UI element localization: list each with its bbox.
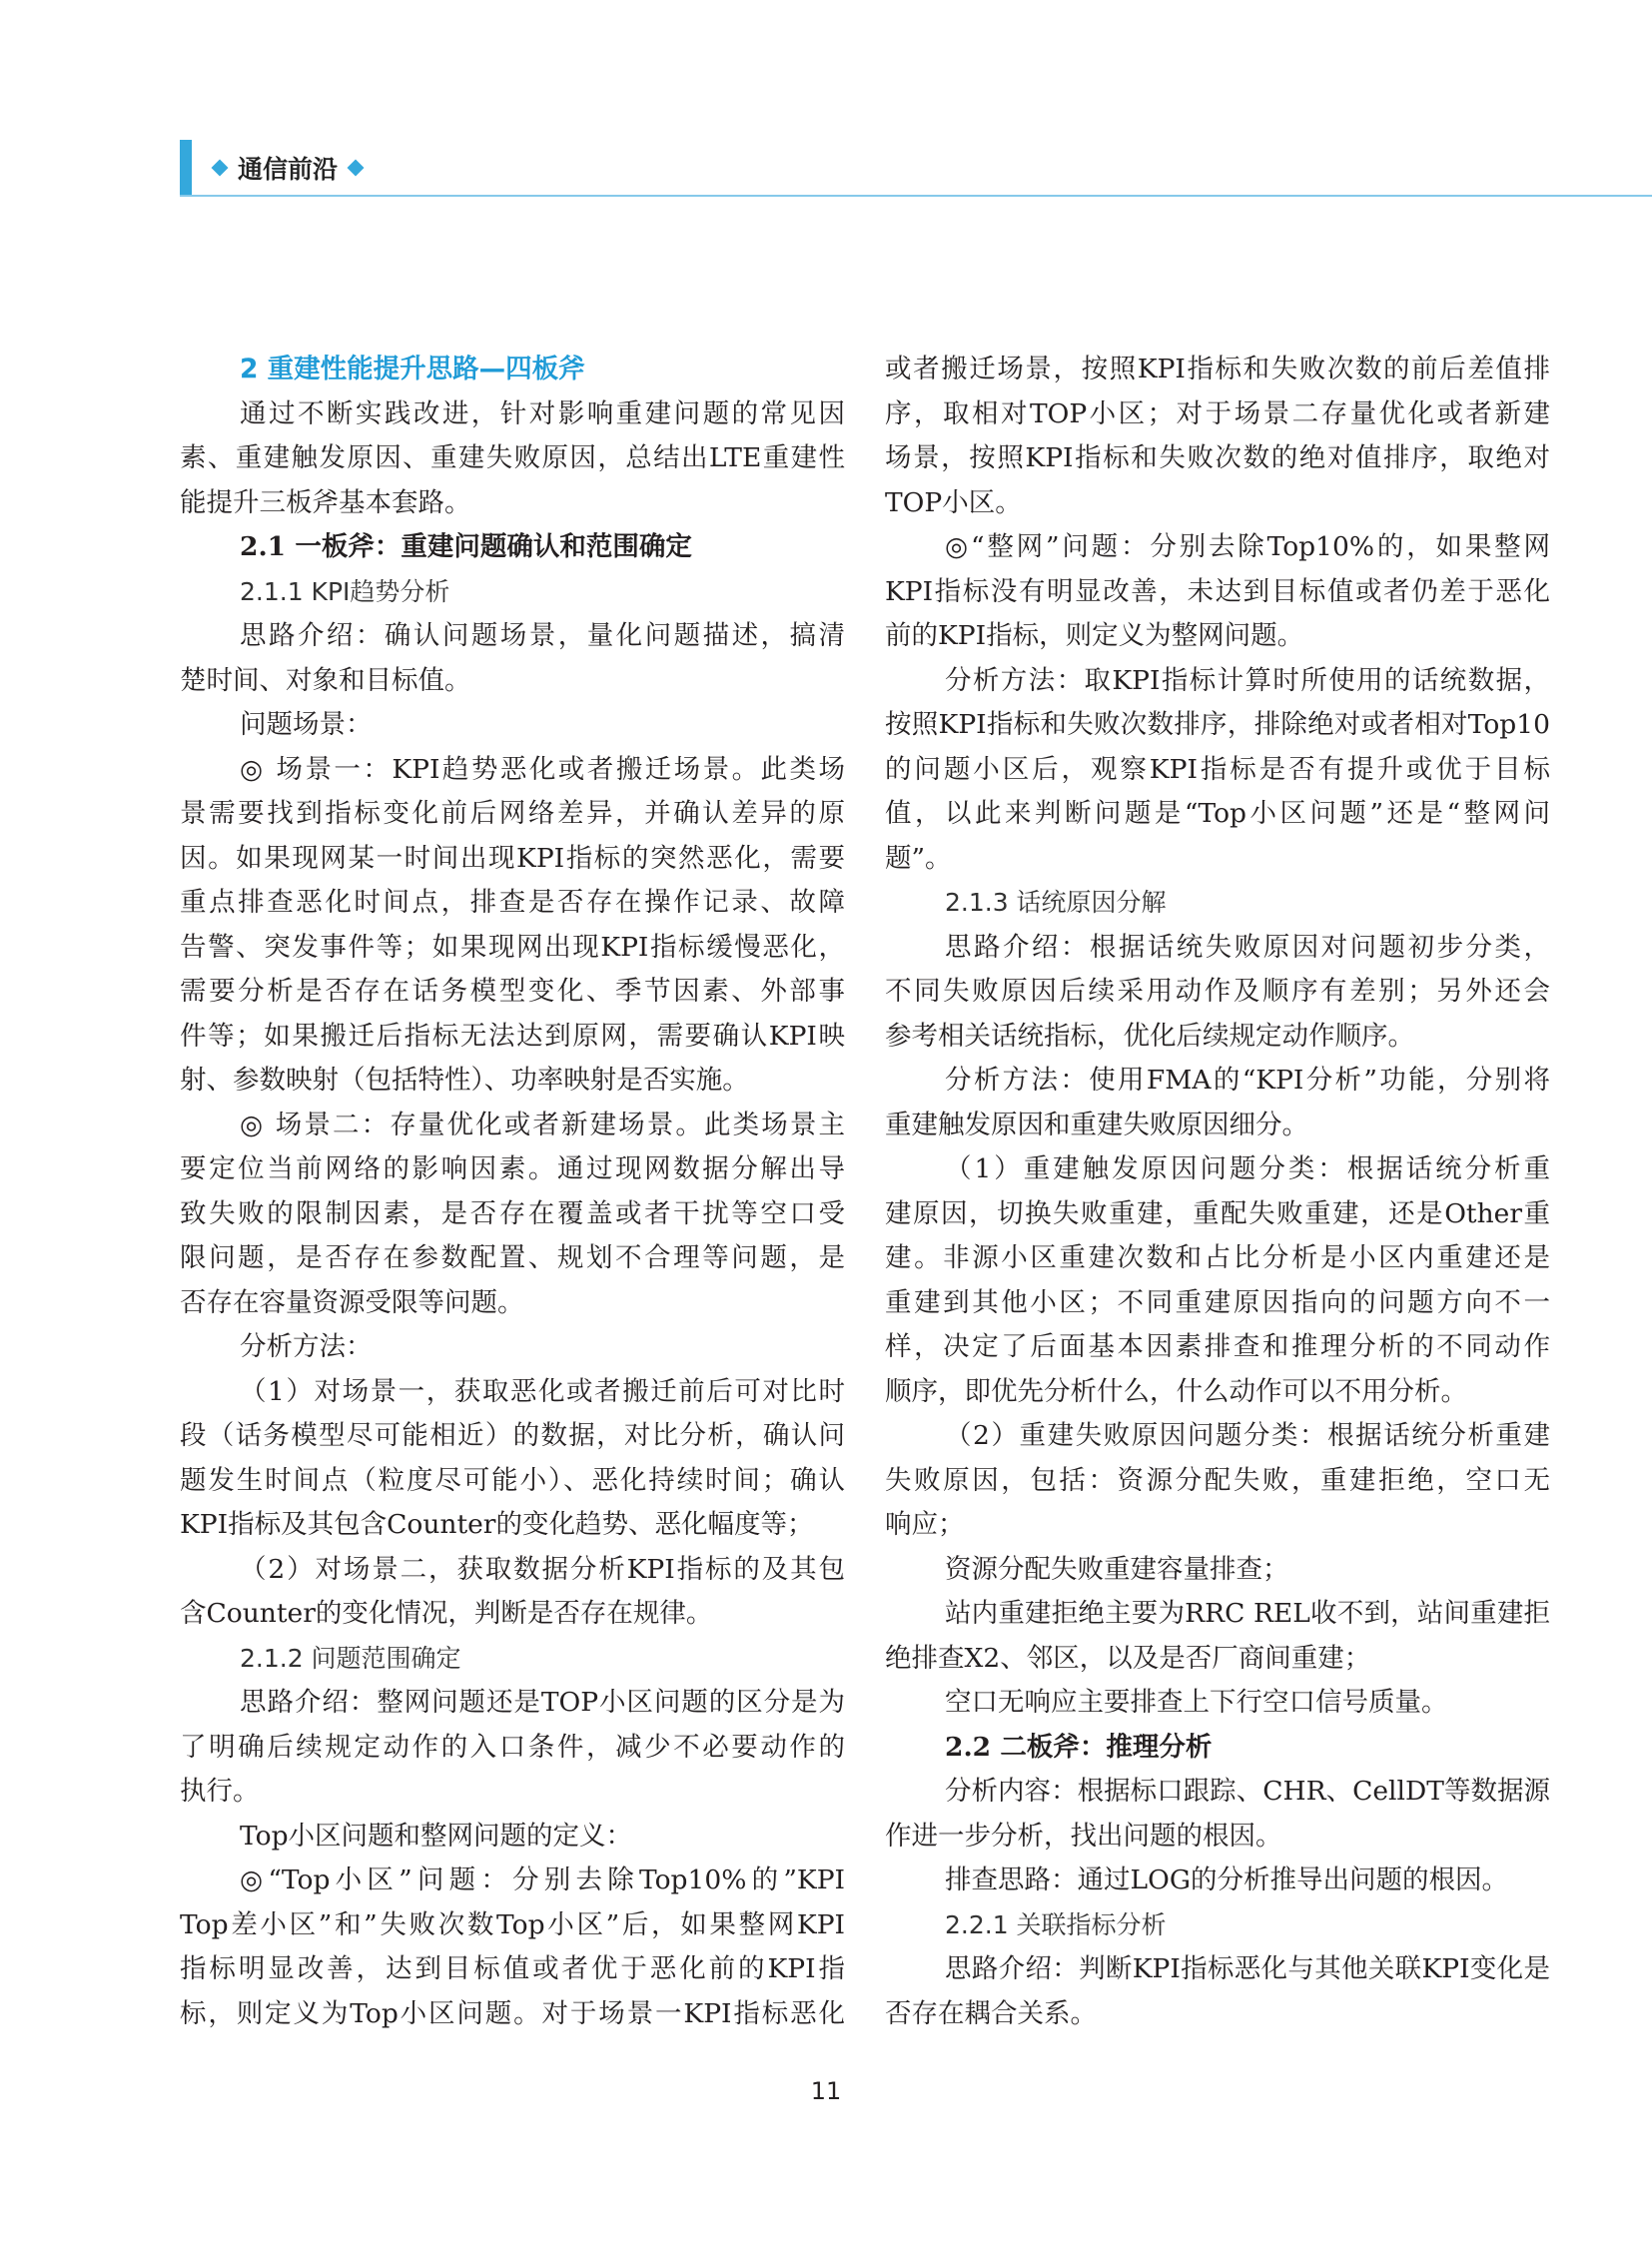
text-line: 排查思路：通过LOG的分析推导出问题的根因。 [945,1865,1508,1895]
text-line: 前的KPI指标，则定义为整网问题。 [885,620,1304,651]
text-line: ◎ 场景二：存量优化或者新建场景。此类场景主 [240,1109,845,1140]
text-line: （2）重建失败原因问题分类：根据话统分析重建 [945,1420,1550,1451]
text-line: 绝排查X2、邻区，以及是否厂商间重建； [885,1642,1371,1674]
text-line: 素、重建触发原因、重建失败原因，总结出LTE重建性 [180,442,845,473]
text-line: 思路介绍：整网问题还是TOP小区问题的区分是为 [240,1687,845,1718]
text-line: 按照KPI指标和失败次数排序，排除绝对或者相对Top10 [885,709,1550,740]
text-line: 要定位当前网络的影响因素。通过现网数据分解出导 [180,1153,845,1184]
text-line: 题发生时间点（粒度尽可能小）、恶化持续时间；确认 [180,1464,845,1496]
text-line: 建。非源小区重建次数和占比分析是小区内重建还是 [885,1242,1550,1273]
text-line: 否存在耦合关系。 [885,1997,1097,2029]
text-line: 限问题，是否存在参数配置、规划不合理等问题，是 [180,1242,845,1273]
text-line: 响应； [885,1509,965,1540]
text-line: （1）重建触发原因问题分类：根据话统分析重 [945,1153,1550,1184]
page-number: 11 [810,2077,842,2105]
text-line: Top小区问题和整网问题的定义： [240,1820,633,1852]
text-line: ◎“Top小区”问题：分别去除Top10%的”KPI [240,1865,845,1895]
text-line: ◎“整网”问题：分别去除Top10%的，如果整网 [945,531,1550,562]
right-column [885,348,1550,2036]
text-line: 指标明显改善，达到目标值或者优于恶化前的KPI指 [180,1953,845,1984]
subsection-heading: 2.2 二板斧：推理分析 [945,1731,1213,1763]
text-line: 作进一步分析，找出问题的根因。 [885,1820,1282,1852]
text-line: 题”。 [885,842,952,874]
sub-subsection-heading: 2.1.3 话统原因分解 [945,888,1167,917]
text-line: KPI指标没有明显改善，未达到目标值或者仍差于恶化 [885,575,1550,607]
header-accent-bar [180,140,192,196]
text-line: 景需要找到指标变化前后网络差异，并确认差异的原 [180,798,845,829]
text-line: 序，取相对TOP小区；对于场景二存量优化或者新建 [885,397,1550,429]
left-column [180,348,845,2036]
text-line: 否存在容量资源受限等问题。 [180,1286,524,1318]
sub-subsection-heading: 2.1.1 KPI趋势分析 [240,576,450,606]
text-line: 资源分配失败重建容量排查； [945,1553,1289,1585]
text-line: 重建到其他小区；不同重建原因指向的问题方向不一 [885,1286,1550,1318]
text-line: 或者搬迁场景，按照KPI指标和失败次数的前后差值排 [885,354,1550,384]
text-line: 分析方法：取KPI指标计算时所使用的话统数据， [945,664,1550,696]
text-line: 样，决定了后面基本因素排查和推理分析的不同动作 [885,1331,1550,1362]
text-line: 失败原因，包括：资源分配失败，重建拒绝，空口无 [885,1464,1550,1496]
text-line: TOP小区。 [885,486,1022,518]
text-line: 含Counter的变化情况，判断是否存在规律。 [180,1598,713,1629]
text-line: 执行。 [180,1776,260,1807]
text-line: 重点排查恶化时间点，排查是否存在操作记录、故障 [180,887,845,918]
text-line: 的问题小区后，观察KPI指标是否有提升或优于目标 [885,753,1550,785]
text-line: 射、参数映射（包括特性）、功率映射是否实施。 [180,1065,749,1096]
text-line: 顺序，即优先分析什么，什么动作可以不用分析。 [885,1375,1467,1407]
text-line: 不同失败原因后续采用动作及顺序有差别；另外还会 [885,976,1550,1007]
text-line: 值，以此来判断问题是“Top小区问题”还是“整网问 [885,798,1550,829]
text-line: 空口无响应主要排查上下行空口信号质量。 [945,1687,1448,1718]
text-line: 问题场景： [240,709,373,740]
text-line: （2）对场景二，获取数据分析KPI指标的及其包 [240,1553,845,1585]
text-line: 分析方法： [240,1331,373,1362]
text-line: 通过不断实践改进，针对影响重建问题的常见因 [240,397,845,429]
text-line: ◎ 场景一：KPI趋势恶化或者搬迁场景。此类场 [240,753,845,785]
text-line: （1）对场景一，获取恶化或者搬迁前后可对比时 [240,1375,845,1407]
text-line: 标，则定义为Top小区问题。对于场景一KPI指标恶化 [180,1997,845,2029]
sub-subsection-heading: 2.2.1 关联指标分析 [945,1909,1167,1939]
section-heading: 2 重建性能提升思路—四板斧 [240,354,585,384]
text-line: 重建触发原因和重建失败原因细分。 [885,1109,1308,1140]
text-line: 参考相关话统指标，优化后续规定动作顺序。 [885,1020,1414,1052]
diamond-icon [212,160,229,177]
text-line: 致失败的限制因素，是否存在覆盖或者干扰等空口受 [180,1197,845,1229]
text-line: 楚时间、对象和目标值。 [180,664,471,696]
sub-subsection-heading: 2.1.2 问题范围确定 [240,1643,461,1673]
text-line: 站内重建拒绝主要为RRC REL收不到，站间重建拒 [945,1598,1550,1629]
text-line: 因。如果现网某一时间出现KPI指标的突然恶化，需要 [180,842,845,874]
running-header [210,148,366,188]
text-line: 思路介绍：根据话统失败原因对问题初步分类， [945,931,1550,963]
text-line: 建原因，切换失败重建，重配失败重建，还是Other重 [885,1197,1550,1229]
text-line: 分析内容：根据标口跟踪、CHR、CellDT等数据源 [945,1776,1550,1807]
header-rule [180,195,1652,197]
text-line: 分析方法：使用FMA的“KPI分析”功能，分别将 [945,1065,1550,1096]
text-line: 思路介绍：判断KPI指标恶化与其他关联KPI变化是 [945,1953,1550,1984]
text-line: 需要分析是否存在话务模型变化、季节因素、外部事 [180,976,845,1007]
section-title: 通信前沿 [238,155,339,184]
text-line: KPI指标及其包含Counter的变化趋势、恶化幅度等； [180,1509,814,1540]
text-line: 件等；如果搬迁后指标无法达到原网，需要确认KPI映 [180,1020,845,1052]
text-line: 告警、突发事件等；如果现网出现KPI指标缓慢恶化， [180,931,845,963]
text-line: 思路介绍：确认问题场景，量化问题描述，搞清 [240,620,845,651]
subsection-heading: 2.1 一板斧：重建问题确认和范围确定 [240,531,692,562]
text-line: 段（话务模型尽可能相近）的数据，对比分析，确认问 [180,1420,845,1451]
text-line: Top差小区”和”失败次数Top小区”后，如果整网KPI [180,1908,845,1940]
text-line: 能提升三板斧基本套路。 [180,486,471,518]
diamond-icon [348,160,365,177]
text-line: 场景，按照KPI指标和失败次数的绝对值排序，取绝对 [885,442,1550,473]
text-line: 了明确后续规定动作的入口条件，减少不必要动作的 [180,1731,845,1763]
